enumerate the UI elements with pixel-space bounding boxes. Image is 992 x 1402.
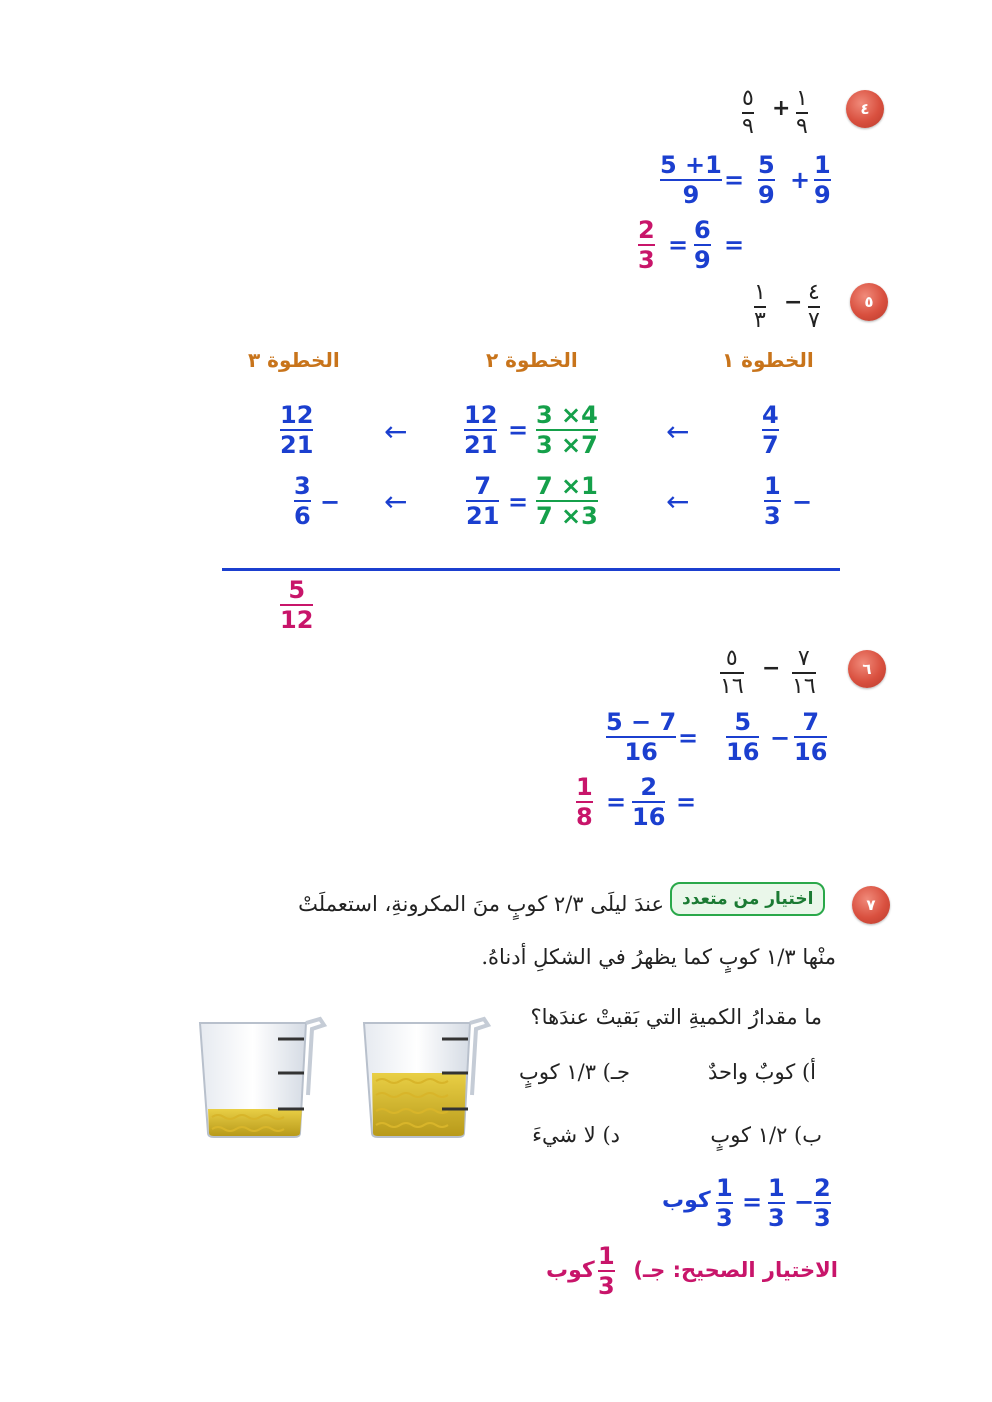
p5-step2-product-a [536, 403, 598, 457]
numerator: ٧ [797, 646, 810, 671]
denominator: 3 [598, 1272, 615, 1300]
p7-b-fraction [768, 1176, 785, 1230]
p6-b-fraction [794, 710, 827, 764]
numerator: 4 [762, 401, 779, 429]
denominator: 3 [716, 1204, 733, 1232]
p5-minus-1: − [792, 488, 813, 516]
numerator: 5 [758, 151, 775, 179]
p6-q-operator: − [762, 656, 781, 681]
numerator: 1 [764, 472, 781, 500]
p5-result-fraction [280, 578, 313, 632]
denominator: ٩ [796, 114, 808, 139]
numerator: 5 +1 [660, 151, 722, 179]
denominator: 3 [768, 1204, 785, 1232]
denominator: 9 [682, 181, 700, 209]
p6-q-right-fraction [792, 648, 816, 698]
numerator: 2 [638, 216, 655, 244]
p4-equals-2: = [724, 231, 745, 259]
numerator: 1 [576, 773, 593, 801]
denominator: 3 [638, 246, 655, 274]
p5-step1-fraction-b [764, 474, 781, 528]
denominator: ١٦ [720, 674, 744, 699]
left-arrow-icon: ← [666, 485, 690, 518]
p4-equals-1: = [724, 166, 745, 194]
p5-equals-a: = [508, 416, 529, 444]
question-prompt: ما مقدارُ الكميةِ التي بَقيتْ عندَها؟ [530, 1005, 822, 1029]
denominator: 12 [280, 606, 314, 634]
question-line-1: عندَ ليلَى ٢/٣ كوبٍ منَ المكرونةِ، استعملَتْ [298, 892, 664, 916]
denominator: 16 [632, 803, 666, 831]
p5-q-right-fraction [808, 282, 820, 332]
left-arrow-icon: ← [666, 415, 690, 448]
numerator: 1 [598, 1242, 615, 1270]
numerator: 1 [768, 1174, 785, 1202]
numerator: 12 [464, 401, 498, 429]
p4-final-fraction [638, 218, 655, 272]
numerator: 12 [280, 401, 314, 429]
numerator: ١ [754, 280, 766, 305]
denominator: 21 [466, 502, 500, 530]
option-c: جـ) ١/٣ كوبٍ [519, 1060, 630, 1084]
denominator: 9 [758, 181, 775, 209]
numerator: 7 ×1 [536, 472, 598, 500]
p4-equals-3: = [668, 231, 689, 259]
denominator: 6 [294, 502, 311, 530]
problem-5-badge: ٥ [850, 283, 888, 321]
correct-answer-unit: كوب [546, 1258, 595, 1283]
p5-step2-result-a [464, 403, 497, 457]
denominator: 16 [624, 738, 658, 766]
p7-a-fraction [814, 1176, 831, 1230]
denominator: 8 [576, 803, 593, 831]
multiple-choice-tag: اختيار من متعدد [670, 882, 825, 916]
sum-divider-line [222, 568, 840, 571]
p6-final-fraction [576, 775, 593, 829]
option-b: ب) ١/٢ كوبٍ [710, 1123, 822, 1147]
numerator: 5 [288, 576, 306, 604]
p5-step3-fraction-a [280, 403, 313, 457]
p4-b-fraction [814, 153, 831, 207]
denominator: 21 [280, 431, 314, 459]
p5-q-operator: − [784, 290, 803, 315]
p6-a-fraction [726, 710, 759, 764]
numerator: 5 [734, 708, 752, 736]
p7-equals: = [742, 1188, 763, 1216]
p6-minus: − [770, 724, 791, 752]
numerator: 2 [640, 773, 658, 801]
p4-plus: + [790, 166, 811, 194]
step-3-label: الخطوة ٣ [248, 348, 340, 372]
p7-unit: كوب [662, 1188, 711, 1213]
numerator: 3 ×4 [536, 401, 598, 429]
p5-q-left-fraction [754, 282, 766, 332]
denominator: 3 ×7 [536, 431, 598, 459]
numerator: 1 [716, 1174, 733, 1202]
p6-equals-2: = [676, 788, 697, 816]
option-a: أ) كوبٌ واحدٌ [708, 1060, 816, 1084]
correct-answer-label: الاختيار الصحيح: جـ) [633, 1258, 838, 1282]
denominator: 7 ×3 [536, 502, 598, 530]
p7-result-fraction [716, 1176, 733, 1230]
p5-step1-fraction-a [762, 403, 779, 457]
p4-sum-fraction [660, 153, 722, 207]
numerator: ١ [796, 86, 808, 111]
p6-mid-fraction [632, 775, 665, 829]
numerator: 1 [814, 151, 831, 179]
denominator: ٣ [754, 308, 766, 333]
numerator: 7 [802, 708, 820, 736]
p5-step3-fraction-b [294, 474, 311, 528]
p4-mid-fraction [694, 218, 711, 272]
p5-minus-2: − [320, 488, 341, 516]
numerator: 3 [294, 472, 311, 500]
p6-equals-3: = [606, 788, 627, 816]
problem-4-badge: ٤ [846, 90, 884, 128]
p5-step2-product-b [536, 474, 598, 528]
denominator: 9 [814, 181, 831, 209]
numerator: ٤ [808, 280, 820, 305]
p6-q-left-fraction [720, 648, 744, 698]
p6-equals-1: = [678, 724, 699, 752]
correct-answer-fraction [598, 1244, 615, 1298]
denominator: 3 [814, 1204, 831, 1232]
problem-7-badge: ٧ [852, 886, 890, 924]
denominator: 21 [464, 431, 498, 459]
measuring-cup-full-icon [360, 1015, 500, 1145]
p4-a-fraction [758, 153, 775, 207]
denominator: 3 [764, 502, 781, 530]
denominator: ٩ [742, 114, 754, 139]
p5-step2-result-b [466, 474, 499, 528]
problem-6-badge: ٦ [848, 650, 886, 688]
numerator: 6 [694, 216, 711, 244]
p4-q-operator: + [772, 96, 791, 121]
numerator: ٥ [725, 646, 738, 671]
p4-q-left-fraction [742, 88, 754, 138]
numerator: ٥ [742, 86, 754, 111]
p6-diff-fraction [606, 710, 676, 764]
p5-equals-b: = [508, 488, 529, 516]
step-2-label: الخطوة ٢ [486, 348, 578, 372]
denominator: ٧ [808, 308, 820, 333]
option-d: د) لا شيءَ [532, 1123, 620, 1147]
p7-minus: − [794, 1188, 815, 1216]
step-1-label: الخطوة ١ [722, 348, 814, 372]
denominator: 9 [694, 246, 711, 274]
numerator: 5 − 7 [606, 708, 677, 736]
question-line-2: منْها ١/٣ كوبٍ كما يظهرُ في الشكلِ أدناهُ. [481, 945, 836, 969]
measuring-cup-partial-icon [196, 1015, 336, 1145]
denominator: ١٦ [792, 674, 816, 699]
left-arrow-icon: ← [384, 415, 408, 448]
p4-q-right-fraction [796, 88, 808, 138]
denominator: 16 [794, 738, 828, 766]
denominator: 16 [726, 738, 760, 766]
numerator: 7 [474, 472, 492, 500]
numerator: 2 [814, 1174, 831, 1202]
denominator: 7 [762, 431, 779, 459]
left-arrow-icon: ← [384, 485, 408, 518]
